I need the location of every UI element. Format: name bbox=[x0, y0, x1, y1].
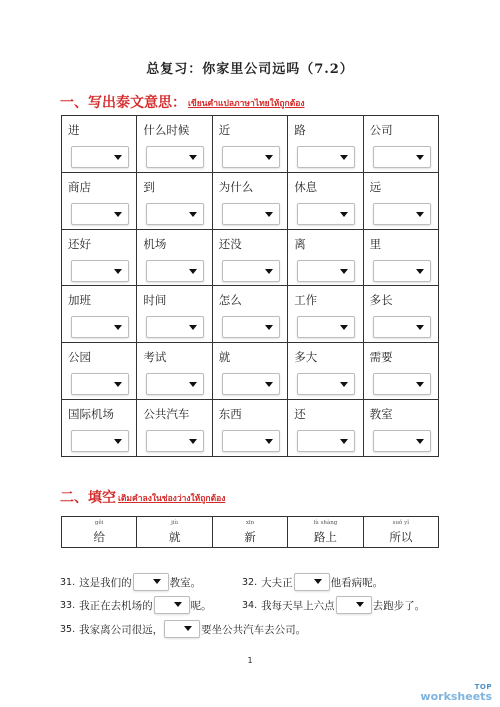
word-bank-pinyin: jiù bbox=[171, 520, 179, 526]
word-bank-hanzi: 路上 bbox=[313, 530, 337, 544]
answer-dropdown[interactable] bbox=[71, 203, 129, 225]
answer-dropdown[interactable] bbox=[373, 430, 431, 452]
sentence-number: 35. bbox=[60, 623, 76, 635]
sentence-text-before: 我每天早上六点 bbox=[261, 599, 335, 612]
vocab-word: 还好 bbox=[68, 236, 91, 251]
vocab-cell bbox=[364, 116, 439, 173]
vocab-cell bbox=[62, 343, 137, 400]
answer-dropdown[interactable] bbox=[297, 316, 355, 338]
caret-down-icon bbox=[314, 579, 322, 584]
caret-down-icon bbox=[416, 212, 424, 217]
sentence-text-before: 大夫正 bbox=[261, 576, 293, 589]
sentence-35 bbox=[60, 620, 306, 638]
vocab-word: 公园 bbox=[68, 350, 91, 365]
vocab-cell bbox=[137, 230, 212, 287]
caret-down-icon bbox=[356, 602, 364, 607]
vocab-word: 时间 bbox=[143, 293, 167, 308]
vocab-cell bbox=[137, 286, 212, 343]
word-bank-hanzi: 就 bbox=[168, 530, 181, 544]
vocab-cell bbox=[137, 173, 212, 230]
vocab-cell bbox=[213, 400, 288, 457]
sentence-31-dropdown[interactable] bbox=[133, 573, 169, 591]
vocab-cell bbox=[213, 286, 288, 343]
section-2-instruction: เติมคำลงในช่องว่างให้ถูกต้อง bbox=[118, 494, 226, 504]
vocab-word: 还没 bbox=[218, 236, 242, 251]
caret-down-icon bbox=[265, 155, 273, 160]
word-bank-item bbox=[62, 517, 137, 547]
answer-dropdown[interactable] bbox=[222, 260, 280, 282]
vocab-cell bbox=[213, 343, 288, 400]
word-bank-pinyin: xīn bbox=[245, 520, 255, 526]
sentence-text-after: 去跑步了。 bbox=[372, 599, 426, 612]
vocab-cell bbox=[364, 173, 439, 230]
vocab-cell bbox=[137, 400, 212, 457]
sentence-31 bbox=[60, 573, 201, 591]
vocab-word: 就 bbox=[218, 350, 231, 365]
word-bank-item bbox=[364, 517, 438, 547]
vocab-word: 公司 bbox=[369, 123, 393, 137]
vocab-word: 东西 bbox=[218, 407, 242, 422]
vocab-cell bbox=[137, 343, 212, 400]
caret-down-icon bbox=[114, 325, 122, 330]
logo-top-text: TOP bbox=[474, 683, 492, 691]
vocab-word: 工作 bbox=[294, 293, 318, 308]
vocab-cell bbox=[213, 116, 288, 173]
answer-dropdown[interactable] bbox=[373, 146, 431, 168]
caret-down-icon bbox=[416, 155, 424, 160]
answer-dropdown[interactable] bbox=[297, 430, 355, 452]
page-number: 1 bbox=[247, 656, 253, 665]
caret-down-icon bbox=[189, 382, 197, 387]
caret-down-icon bbox=[416, 269, 424, 274]
caret-down-icon bbox=[340, 382, 348, 387]
caret-down-icon bbox=[416, 382, 424, 387]
answer-dropdown[interactable] bbox=[222, 373, 280, 395]
vocab-cell bbox=[288, 343, 363, 400]
caret-down-icon bbox=[265, 269, 273, 274]
sentence-34 bbox=[242, 596, 425, 614]
answer-dropdown[interactable] bbox=[146, 316, 204, 338]
caret-down-icon bbox=[340, 155, 348, 160]
vocab-cell bbox=[62, 173, 137, 230]
word-bank-hanzi: 给 bbox=[93, 530, 105, 544]
word-bank bbox=[61, 516, 439, 548]
caret-down-icon bbox=[265, 439, 273, 444]
caret-down-icon bbox=[189, 155, 197, 160]
caret-down-icon bbox=[265, 325, 273, 330]
caret-down-icon bbox=[189, 269, 197, 274]
caret-down-icon bbox=[340, 212, 348, 217]
caret-down-icon bbox=[340, 325, 348, 330]
caret-down-icon bbox=[189, 212, 197, 217]
answer-dropdown[interactable] bbox=[222, 316, 280, 338]
sentence-text-before: 这是我们的 bbox=[79, 576, 132, 589]
answer-dropdown[interactable] bbox=[373, 373, 431, 395]
sentence-number: 32. bbox=[242, 576, 258, 588]
vocab-cell bbox=[288, 400, 363, 457]
vocab-word: 商店 bbox=[68, 179, 91, 194]
vocab-word: 还 bbox=[294, 407, 306, 422]
vocab-word: 需要 bbox=[369, 350, 393, 365]
caret-down-icon bbox=[340, 439, 348, 444]
section-1-heading bbox=[60, 92, 304, 112]
answer-dropdown[interactable] bbox=[373, 316, 431, 338]
answer-dropdown[interactable] bbox=[222, 203, 280, 225]
answer-dropdown[interactable] bbox=[71, 146, 129, 168]
section-1-title: 一、写出泰文意思： bbox=[60, 95, 186, 111]
sentence-text-before: 我家离公司很远， bbox=[79, 623, 164, 636]
caret-down-icon bbox=[114, 155, 122, 160]
answer-dropdown[interactable] bbox=[146, 260, 204, 282]
vocab-word: 多大 bbox=[294, 350, 318, 365]
vocab-word: 休息 bbox=[294, 179, 318, 194]
vocab-cell bbox=[137, 116, 212, 173]
sentence-32 bbox=[242, 573, 383, 591]
vocab-word: 到 bbox=[143, 179, 155, 194]
caret-down-icon bbox=[114, 269, 122, 274]
caret-down-icon bbox=[416, 325, 424, 330]
vocab-cell bbox=[62, 400, 137, 457]
caret-down-icon bbox=[114, 382, 122, 387]
sentence-text-after: 他看病呢。 bbox=[330, 576, 384, 589]
caret-down-icon bbox=[114, 439, 122, 444]
caret-down-icon bbox=[189, 439, 197, 444]
vocab-word: 进 bbox=[68, 123, 80, 137]
vocab-word: 考试 bbox=[143, 350, 167, 365]
page-title: 总复习：你家里公司远吗（7.2） bbox=[146, 62, 354, 77]
sentence-35-dropdown[interactable] bbox=[164, 620, 200, 638]
vocab-word: 教室 bbox=[369, 407, 393, 422]
word-bank-item bbox=[288, 517, 363, 547]
answer-dropdown[interactable] bbox=[297, 146, 355, 168]
answer-dropdown[interactable] bbox=[373, 260, 431, 282]
word-bank-hanzi: 所以 bbox=[389, 530, 413, 544]
word-bank-pinyin: suǒ yǐ bbox=[392, 520, 409, 526]
word-bank-item bbox=[137, 517, 212, 547]
answer-dropdown[interactable] bbox=[222, 146, 280, 168]
section-2-heading bbox=[60, 487, 225, 507]
word-bank-hanzi: 新 bbox=[244, 530, 256, 544]
caret-down-icon bbox=[114, 212, 122, 217]
vocab-cell bbox=[288, 116, 363, 173]
vocab-word: 里 bbox=[369, 236, 382, 251]
caret-down-icon bbox=[153, 579, 161, 584]
word-bank-pinyin: gěi bbox=[94, 520, 104, 526]
section-1-instruction: เขียนคำแปลภาษาไทยให้ถูกต้อง bbox=[188, 99, 305, 109]
vocab-cell bbox=[364, 343, 439, 400]
vocab-word: 离 bbox=[294, 236, 306, 251]
answer-dropdown[interactable] bbox=[146, 430, 204, 452]
answer-dropdown[interactable] bbox=[297, 203, 355, 225]
vocab-cell bbox=[288, 286, 363, 343]
vocab-word: 为什么 bbox=[218, 179, 254, 194]
vocab-word: 机场 bbox=[143, 236, 167, 251]
vocab-cell bbox=[288, 230, 363, 287]
answer-dropdown[interactable] bbox=[71, 430, 129, 452]
vocab-cell bbox=[288, 173, 363, 230]
vocab-word: 路 bbox=[294, 123, 306, 137]
section-2-title: 二、填空 bbox=[60, 490, 116, 506]
sentence-number: 33. bbox=[60, 599, 76, 611]
answer-dropdown[interactable] bbox=[71, 373, 129, 395]
sentence-number: 31. bbox=[60, 576, 76, 588]
vocab-word: 怎么 bbox=[218, 293, 242, 308]
sentence-33-dropdown[interactable] bbox=[154, 596, 190, 614]
answer-dropdown[interactable] bbox=[297, 260, 355, 282]
vocab-word: 国际机场 bbox=[68, 407, 114, 422]
answer-dropdown[interactable] bbox=[71, 260, 129, 282]
answer-dropdown[interactable] bbox=[71, 316, 129, 338]
sentence-32-dropdown[interactable] bbox=[294, 573, 330, 591]
sentence-33 bbox=[60, 596, 212, 614]
answer-dropdown[interactable] bbox=[146, 146, 204, 168]
vocab-word: 远 bbox=[369, 179, 382, 194]
sentence-text-after: 教室。 bbox=[169, 576, 202, 589]
caret-down-icon bbox=[416, 439, 424, 444]
vocab-cell bbox=[62, 116, 137, 173]
answer-dropdown[interactable] bbox=[222, 430, 280, 452]
caret-down-icon bbox=[174, 602, 182, 607]
caret-down-icon bbox=[265, 382, 273, 387]
logo-name-text: worksheets bbox=[420, 690, 492, 703]
answer-dropdown[interactable] bbox=[297, 373, 355, 395]
sentence-number: 34. bbox=[242, 599, 258, 611]
vocab-word: 近 bbox=[218, 123, 231, 137]
caret-down-icon bbox=[340, 269, 348, 274]
vocab-word: 多长 bbox=[369, 293, 393, 308]
vocab-cell bbox=[213, 173, 288, 230]
word-bank-item bbox=[213, 517, 288, 547]
vocab-word: 公共汽车 bbox=[143, 407, 190, 422]
vocab-cell bbox=[364, 230, 439, 287]
top-worksheets-logo bbox=[420, 684, 492, 702]
word-bank-pinyin: lù shàng bbox=[313, 520, 338, 526]
sentence-text-after: 呢。 bbox=[190, 599, 212, 612]
answer-dropdown[interactable] bbox=[146, 373, 204, 395]
vocab-cell bbox=[364, 400, 439, 457]
vocab-cell bbox=[62, 286, 137, 343]
vocab-cell bbox=[213, 230, 288, 287]
sentence-text-before: 我正在去机场的 bbox=[79, 599, 153, 612]
vocab-cell bbox=[62, 230, 137, 287]
answer-dropdown[interactable] bbox=[373, 203, 431, 225]
vocab-word: 加班 bbox=[68, 293, 91, 308]
vocab-word: 什么时候 bbox=[143, 123, 190, 137]
caret-down-icon bbox=[184, 626, 192, 631]
caret-down-icon bbox=[265, 212, 273, 217]
sentence-34-dropdown[interactable] bbox=[336, 596, 372, 614]
vocabulary-grid bbox=[61, 115, 439, 457]
sentence-text-after: 要坐公共汽车去公司。 bbox=[201, 623, 307, 636]
caret-down-icon bbox=[189, 325, 197, 330]
answer-dropdown[interactable] bbox=[146, 203, 204, 225]
vocab-cell bbox=[364, 286, 439, 343]
